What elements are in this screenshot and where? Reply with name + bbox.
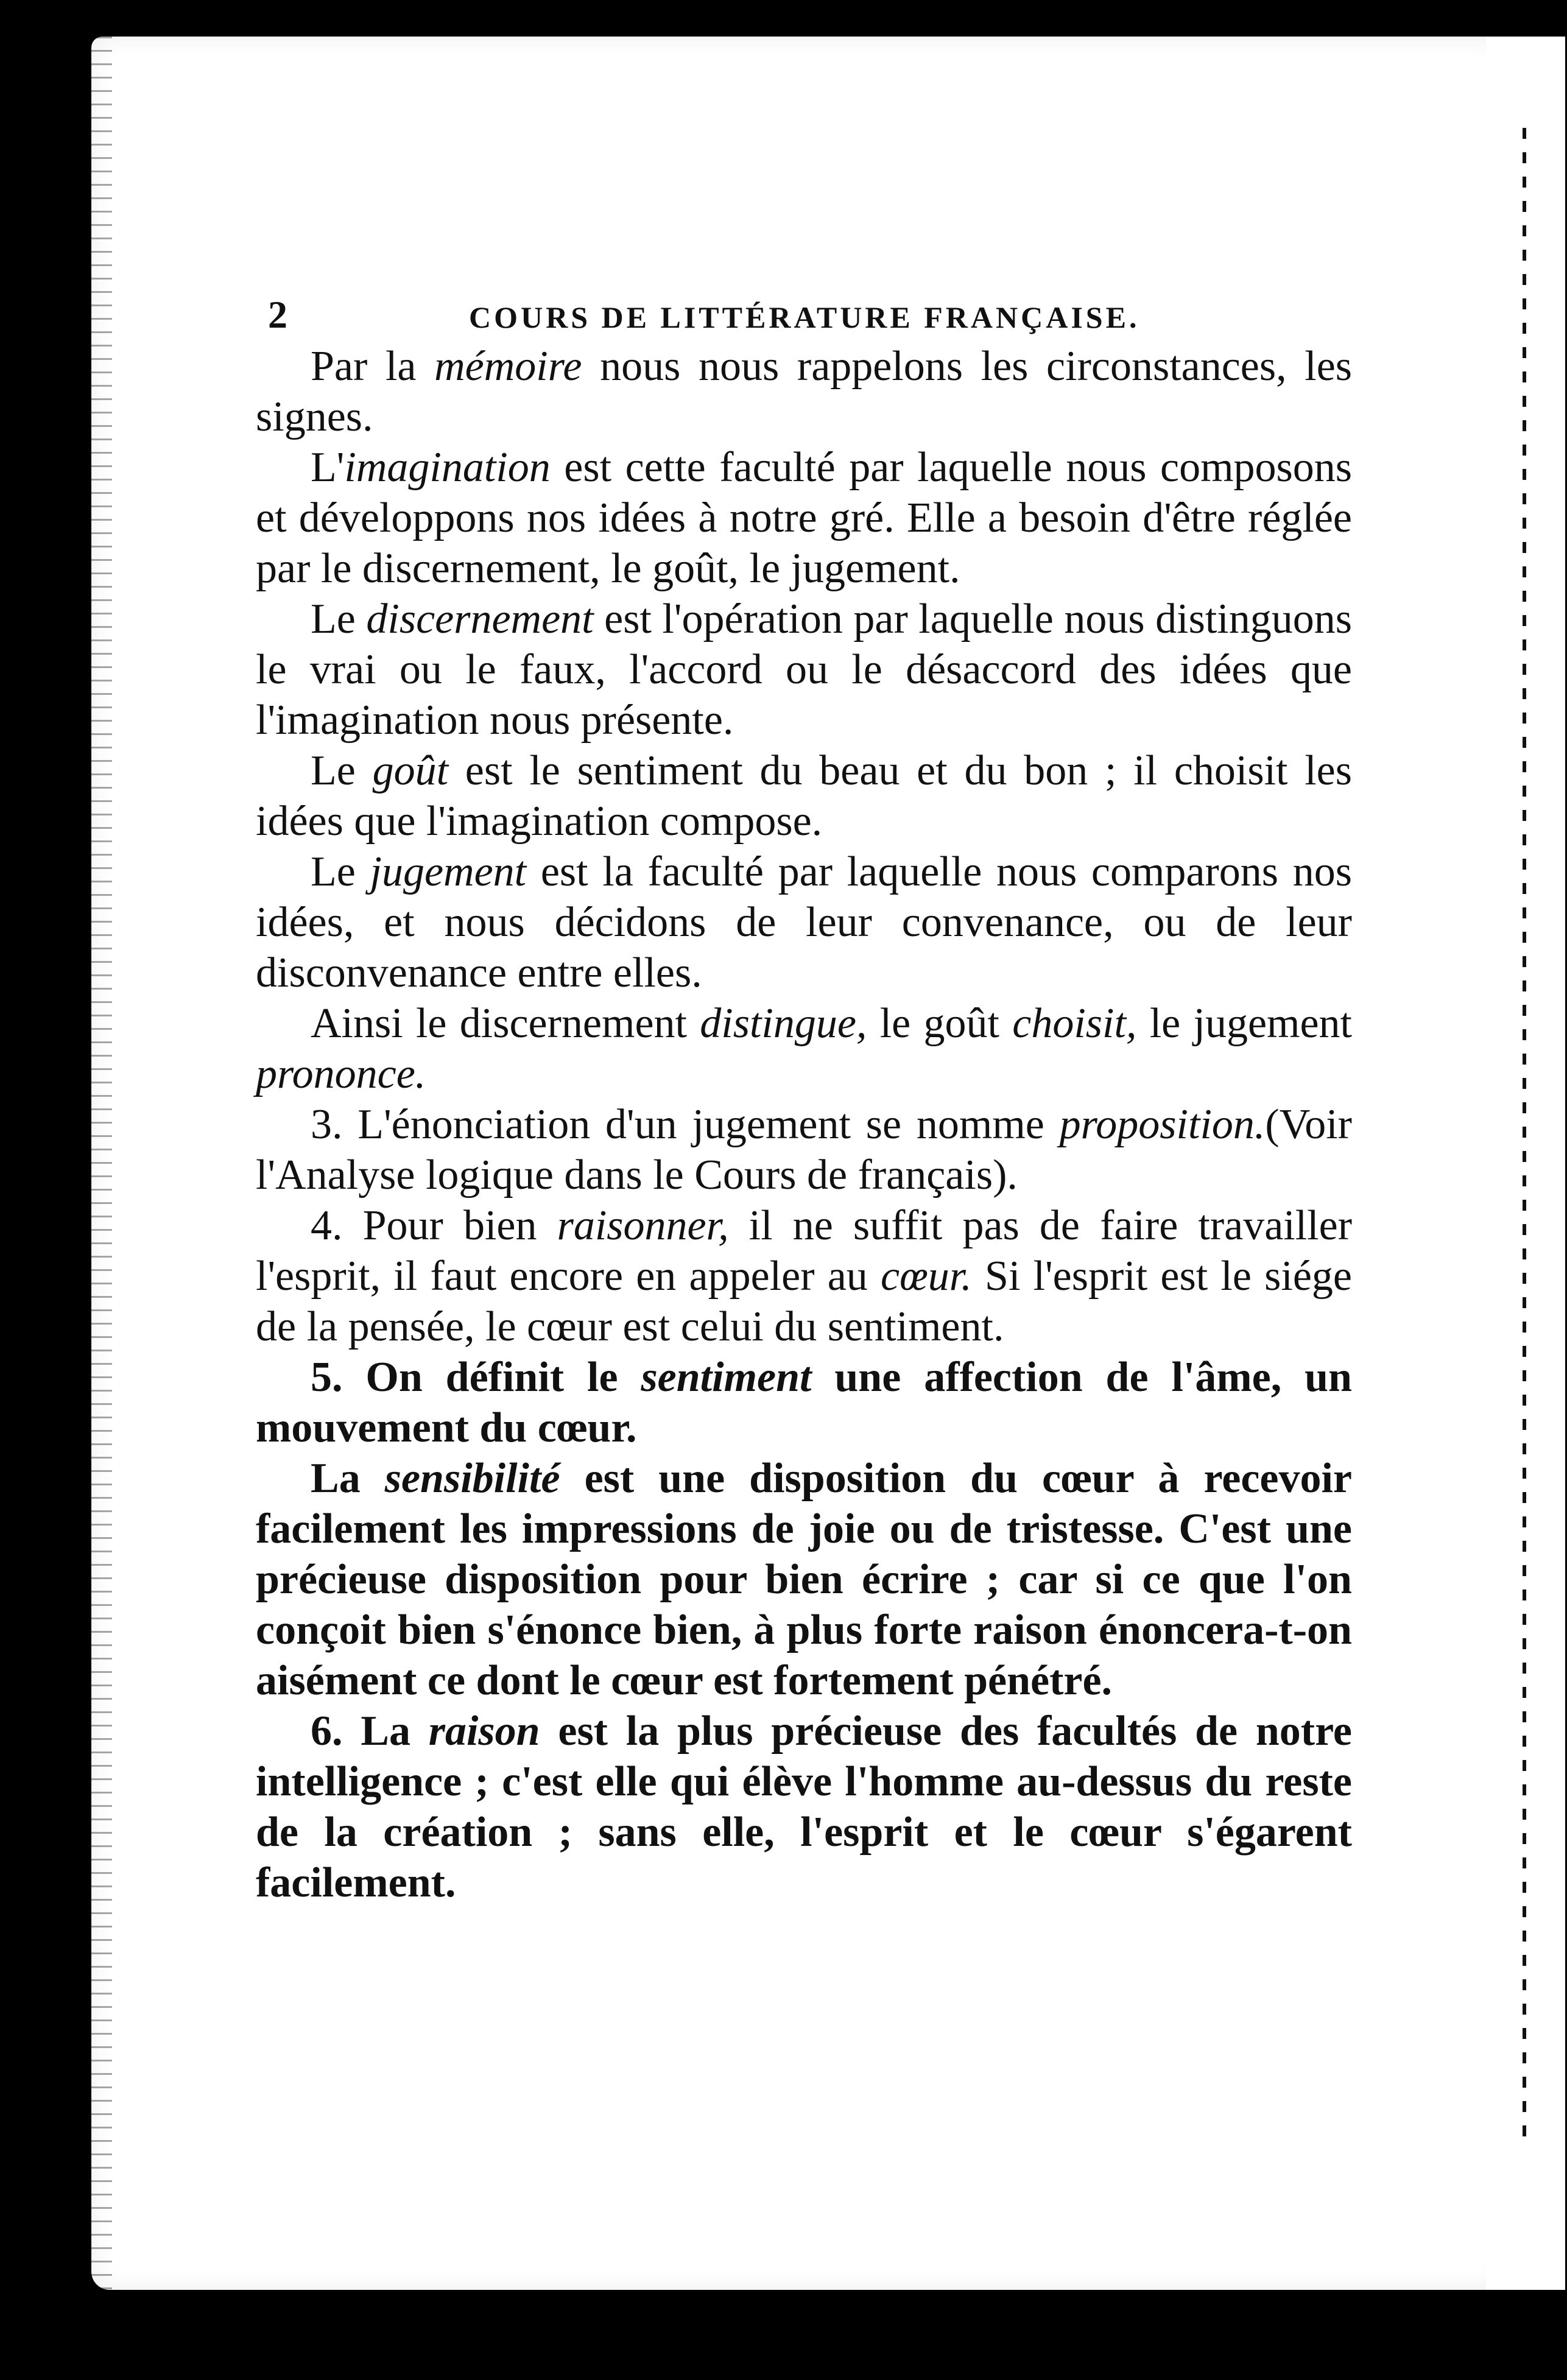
italic-term: jugement xyxy=(370,848,527,895)
text-run: Par la xyxy=(311,343,435,390)
paragraph-gout xyxy=(256,745,1352,847)
paragraph-discernement xyxy=(256,594,1352,745)
paragraph-proposition xyxy=(256,1099,1352,1200)
italic-term: cœur. xyxy=(881,1253,972,1300)
page-number: 2 xyxy=(268,293,287,336)
paragraph-sensibilite xyxy=(256,1453,1352,1706)
text-run: Le xyxy=(311,596,367,643)
paragraph-ainsi xyxy=(256,998,1352,1099)
text-run: est la plus précieuse des facultés de notre intelligence ; c'est elle qui élève l'homme au-dessus du reste de la création ; sans elle, l'esprit et le cœur s'égarent facilement. xyxy=(256,1708,1352,1906)
text-run: (Voir l'Analyse logique dans le Cours de français). xyxy=(256,1101,1352,1199)
paragraph-memoire xyxy=(256,341,1352,442)
italic-term: sensibilité xyxy=(384,1455,560,1502)
text-run: nous nous rappelons les circonstances, les signes. xyxy=(256,343,1352,440)
text-run: 6. La xyxy=(311,1708,429,1755)
italic-term: prononce. xyxy=(256,1051,426,1097)
italic-term: goût xyxy=(372,747,449,794)
text-run: 5. On définit le xyxy=(311,1354,641,1401)
paragraph-raison xyxy=(256,1706,1352,1908)
text-run: est l'opération par laquelle nous distinguons le vrai ou le faux, l'accord ou le désaccord des idées que l'imagination nous présente. xyxy=(256,596,1353,744)
text-run: est une disposition du cœur à recevoir facilement les impressions de joie ou de tristesse. C'est une précieuse disposition pour bien écrire ; car si ce que l'on conçoit bien s'énonce bien, à plus forte raison énoncera-t-on aisément ce dont le cœur est fortement pénétré. xyxy=(256,1455,1352,1704)
text-run: 4. Pour bien xyxy=(311,1202,557,1249)
italic-term: proposition. xyxy=(1059,1101,1266,1148)
text-run: le jugement xyxy=(1136,1000,1352,1047)
italic-term: sentiment xyxy=(641,1354,812,1401)
italic-term: imagination xyxy=(344,444,551,491)
italic-term: raison xyxy=(428,1708,540,1755)
paragraph-imagination xyxy=(256,442,1352,594)
text-run: est la faculté par laquelle nous comparons nos idées, et nous décidons de leur convenance, ou de leur disconvenance entre elles. xyxy=(256,848,1352,996)
italic-term: mémoire xyxy=(434,343,582,390)
paragraph-sentiment xyxy=(256,1352,1352,1453)
text-run: 3. L'énonciation d'un jugement se nomme xyxy=(311,1101,1060,1148)
text-run: Si l'esprit est le siége de la pensée, le cœur est celui du sentiment. xyxy=(256,1253,1352,1350)
italic-term: raisonner, xyxy=(557,1202,729,1249)
text-run: est cette faculté par laquelle nous composons et développons nos idées à notre gré. Elle a besoin d'être réglée par le discernement, le goût, le jugement. xyxy=(256,444,1352,592)
text-run: le goût xyxy=(867,1000,1013,1047)
text-run: L' xyxy=(311,444,345,491)
text-run: Ainsi le discernement xyxy=(311,1000,700,1047)
text-run: est le sentiment du beau et du bon ; il choisit les idées que l'imagination compose. xyxy=(256,747,1352,845)
italic-term: discernement xyxy=(366,596,594,643)
italic-term: distingue, xyxy=(700,1000,867,1047)
body-text xyxy=(256,341,1352,1908)
text-run: une affection de l'âme, un mouvement du cœur. xyxy=(256,1354,1352,1451)
italic-term: choisit, xyxy=(1012,1000,1137,1047)
book-page xyxy=(256,268,1352,1908)
text-run: Le xyxy=(311,848,370,895)
text-run: il ne suffit pas de faire travailler l'esprit, il faut encore en appeler au xyxy=(256,1202,1353,1300)
running-title: COURS DE LITTÉRATURE FRANÇAISE. xyxy=(469,300,1140,334)
paragraph-raisonner xyxy=(256,1200,1352,1352)
running-head xyxy=(256,268,1352,341)
left-edge-noise xyxy=(91,37,112,2290)
right-edge-scan-artifacts xyxy=(1486,37,1565,2290)
text-run: La xyxy=(311,1455,385,1502)
paragraph-jugement xyxy=(256,847,1352,998)
text-run: Le xyxy=(311,747,373,794)
